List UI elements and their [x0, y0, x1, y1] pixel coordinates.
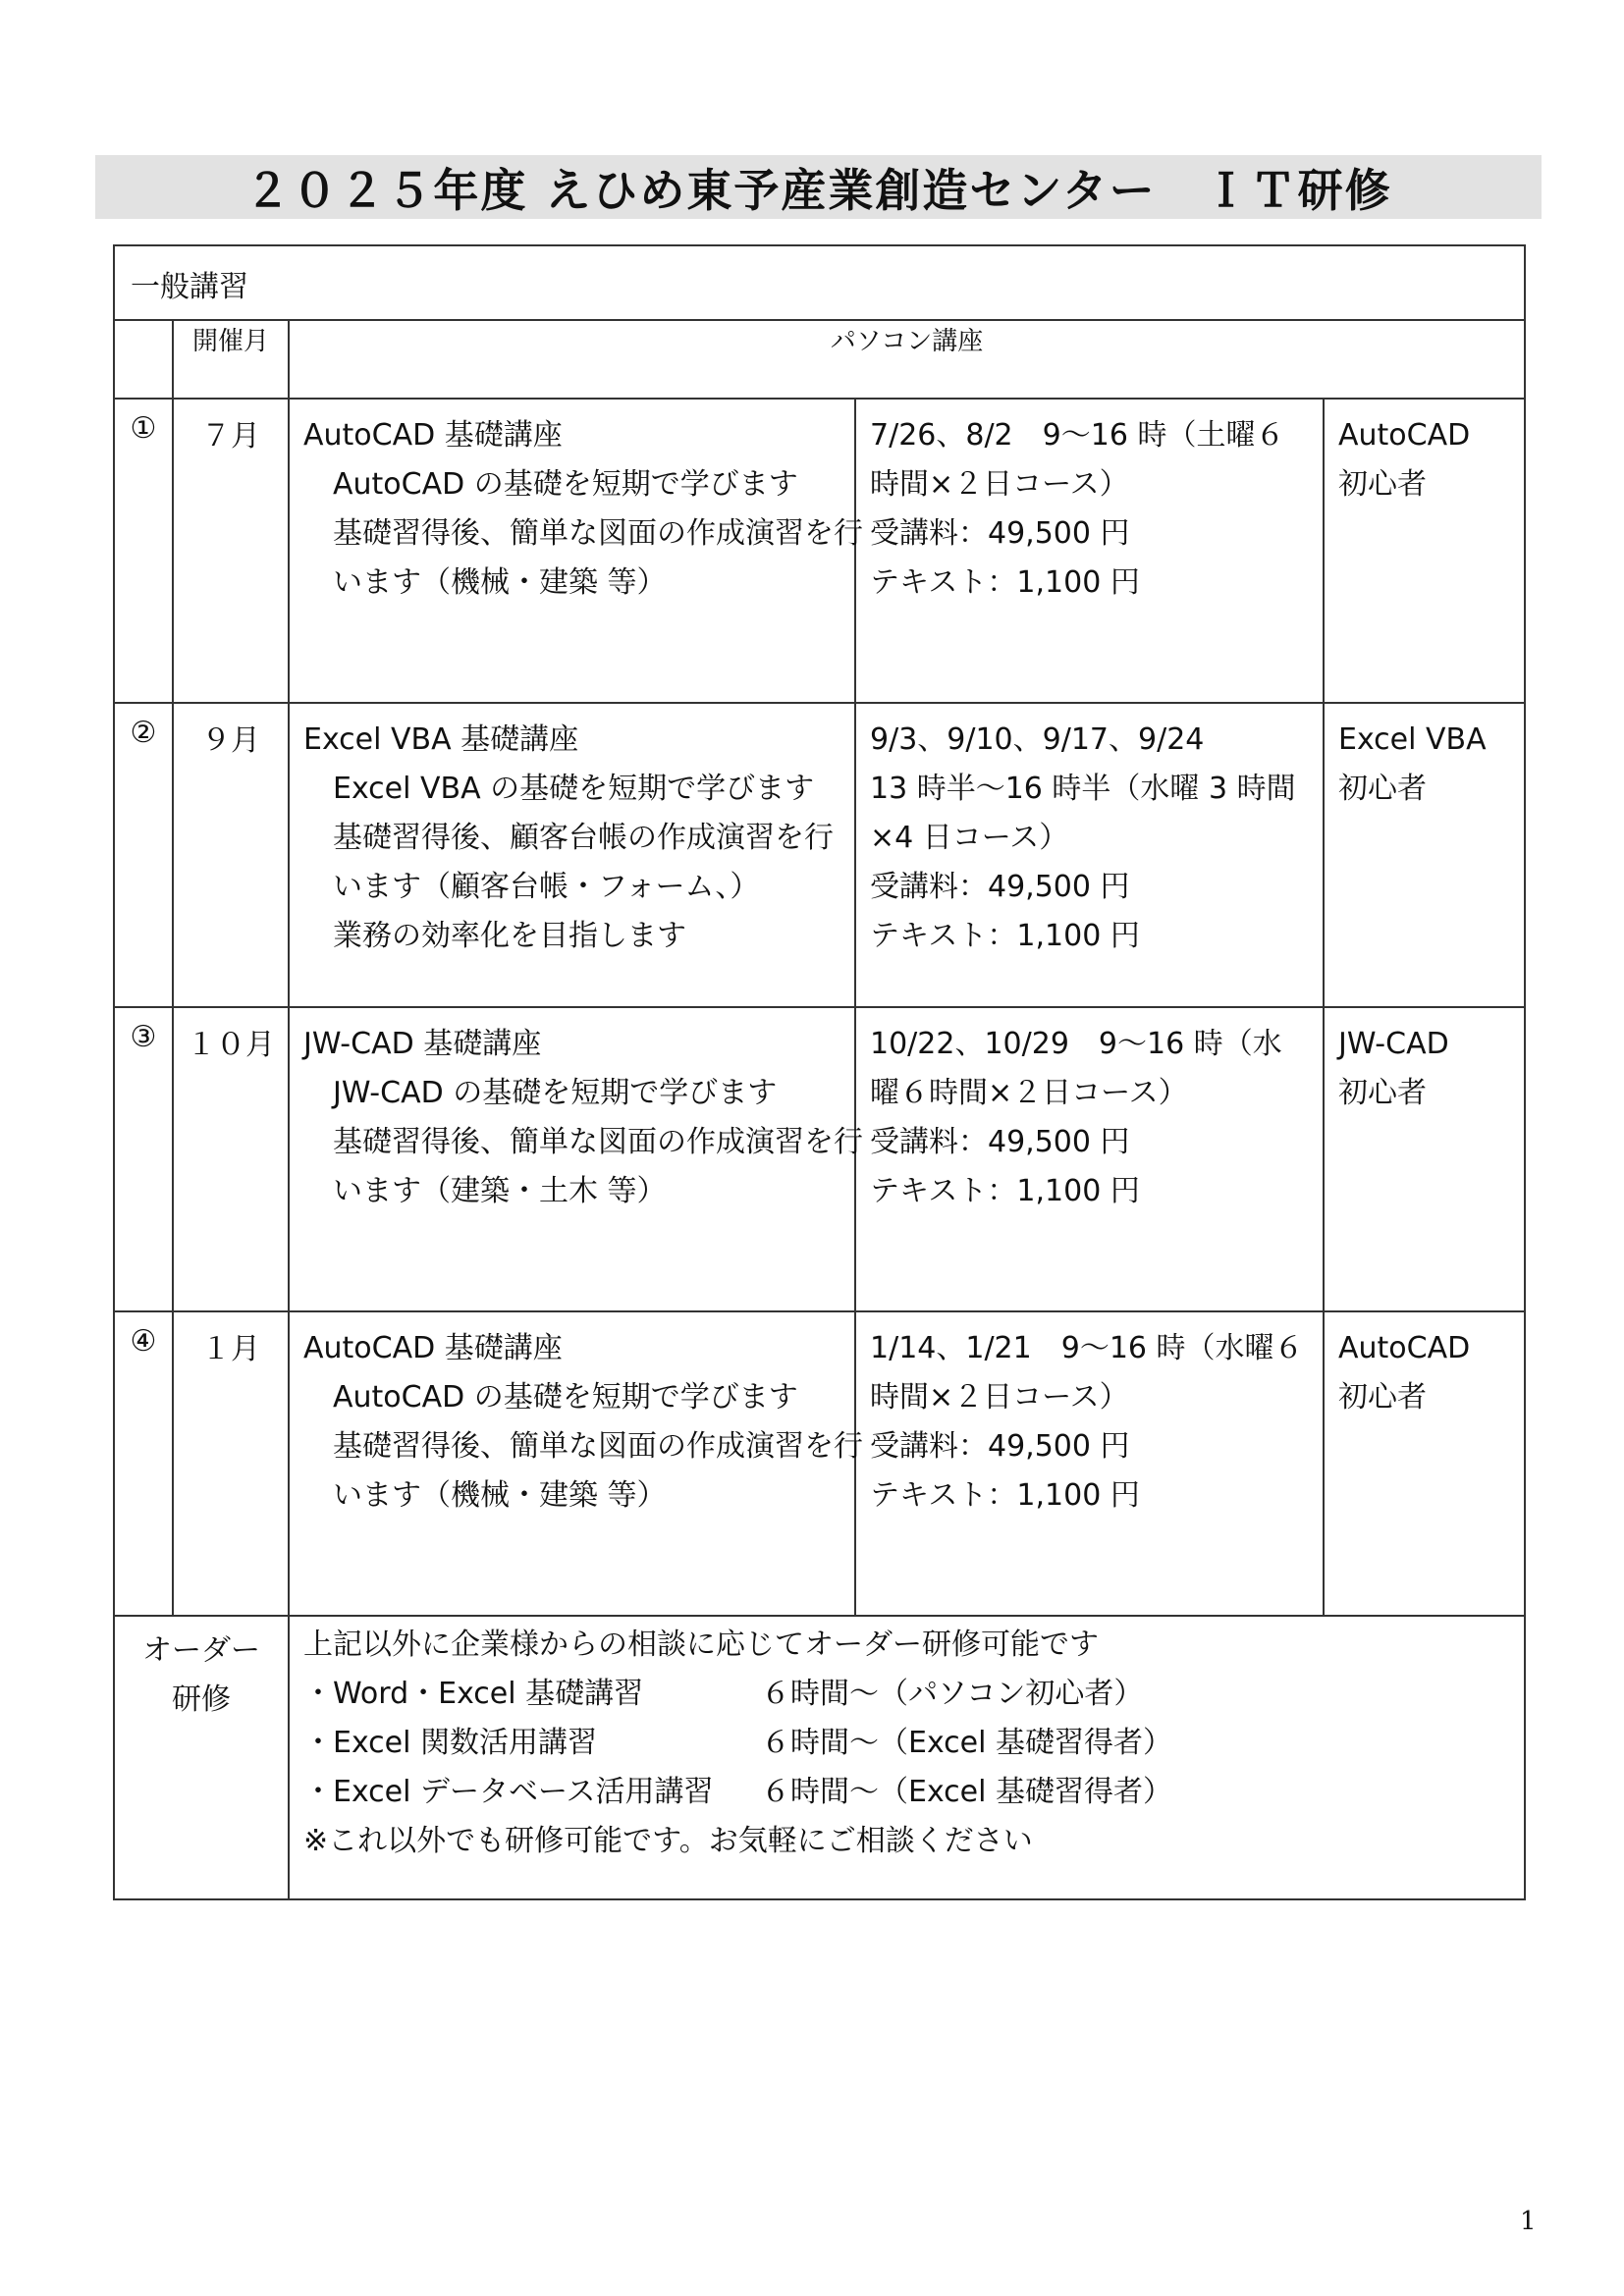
order-item-name: ・Excel 関数活用講習	[303, 1726, 598, 1760]
schedule-line: 10/22、10/29 9〜16 時（水	[870, 1027, 1282, 1061]
course-desc-line: います（機械・建築 等）	[333, 1478, 667, 1513]
course-desc-line: 基礎習得後、簡単な図面の作成演習を行	[333, 1429, 863, 1464]
header-course: パソコン講座	[289, 320, 1525, 399]
header-blank	[114, 320, 173, 399]
section-row	[114, 245, 1525, 320]
course-description	[289, 703, 855, 1007]
page-number: 1	[1520, 2207, 1537, 2236]
schedule-line: 時間×２日コース）	[870, 467, 1129, 502]
schedule-text-fee: テキスト：1,100 円	[870, 1174, 1140, 1208]
course-month: ９月	[173, 703, 289, 1007]
course-desc-line: います（顧客台帳・フォーム、）	[333, 870, 760, 904]
target-line: 初心者	[1338, 772, 1427, 806]
course-title: AutoCAD 基礎講座	[303, 418, 563, 453]
course-desc-line: 基礎習得後、簡単な図面の作成演習を行	[333, 1125, 863, 1159]
course-row-3	[114, 1007, 1525, 1311]
course-desc-line: 業務の効率化を目指します	[333, 919, 686, 953]
course-table	[113, 244, 1526, 1900]
course-row-2	[114, 703, 1525, 1007]
order-item-detail: ６時間〜（パソコン初心者）	[761, 1677, 1144, 1711]
schedule-line: 1/14、1/21 9〜16 時（水曜６	[870, 1331, 1304, 1365]
schedule-line: 7/26、8/2 9〜16 時（土曜６	[870, 418, 1285, 453]
course-number: ②	[114, 703, 173, 1007]
course-number: ①	[114, 399, 173, 703]
order-note: ※これ以外でも研修可能です。お気軽にご相談ください	[303, 1824, 1033, 1858]
course-row-1	[114, 399, 1525, 703]
title-bar	[95, 155, 1542, 219]
course-schedule	[855, 703, 1324, 1007]
order-content	[289, 1616, 1525, 1899]
course-title: AutoCAD 基礎講座	[303, 1331, 563, 1365]
course-description	[289, 1007, 863, 1311]
schedule-fee: 受講料：49,500 円	[870, 516, 1130, 551]
order-item	[303, 1768, 1514, 1817]
course-title: JW-CAD 基礎講座	[303, 1027, 542, 1061]
schedule-fee: 受講料：49,500 円	[870, 870, 1130, 904]
order-label-line: 研修	[172, 1682, 231, 1717]
order-item-name: ・Excel データベース活用講習	[303, 1775, 714, 1809]
course-schedule	[855, 399, 1324, 703]
course-description	[289, 1311, 863, 1616]
order-intro: 上記以外に企業様からの相談に応じてオーダー研修可能です	[303, 1628, 1099, 1662]
section-label: 一般講習	[114, 245, 1525, 320]
schedule-line: 時間×２日コース）	[870, 1380, 1129, 1415]
course-desc-line: います（機械・建築 等）	[333, 565, 667, 600]
target-line: AutoCAD	[1338, 418, 1471, 453]
course-desc-line: AutoCAD の基礎を短期で学びます	[333, 467, 798, 502]
target-line: AutoCAD	[1338, 1331, 1471, 1365]
schedule-text-fee: テキスト：1,100 円	[870, 919, 1140, 953]
course-description	[289, 399, 863, 703]
course-month: ７月	[173, 399, 289, 703]
course-target	[1324, 703, 1525, 1007]
course-target	[1324, 1007, 1525, 1311]
order-item-detail: ６時間〜（Excel 基礎習得者）	[761, 1726, 1173, 1760]
target-line: 初心者	[1338, 1076, 1427, 1110]
schedule-text-fee: テキスト：1,100 円	[870, 565, 1140, 600]
schedule-line: 曜６時間×２日コース）	[870, 1076, 1188, 1110]
course-schedule	[855, 1007, 1324, 1311]
course-schedule	[855, 1311, 1324, 1616]
schedule-line: 13 時半〜16 時半（水曜 3 時間	[870, 772, 1296, 806]
target-line: Excel VBA	[1338, 722, 1487, 757]
order-label	[114, 1616, 289, 1899]
target-line: 初心者	[1338, 1380, 1427, 1415]
order-label-line: オーダー	[142, 1633, 260, 1668]
order-item	[303, 1670, 1514, 1719]
course-month: １０月	[173, 1007, 289, 1311]
order-row	[114, 1616, 1525, 1899]
course-number: ③	[114, 1007, 173, 1311]
header-month: 開催月	[173, 320, 289, 399]
course-desc-line: 基礎習得後、簡単な図面の作成演習を行	[333, 516, 863, 551]
course-target	[1324, 399, 1525, 703]
course-target	[1324, 1311, 1525, 1616]
schedule-text-fee: テキスト：1,100 円	[870, 1478, 1140, 1513]
course-desc-line: AutoCAD の基礎を短期で学びます	[333, 1380, 798, 1415]
course-title: Excel VBA 基礎講座	[303, 722, 579, 757]
order-item	[303, 1719, 1514, 1768]
page-title: ２０２５年度 えひめ東予産業創造センター ＩＴ研修	[244, 163, 1392, 217]
course-desc-line: 基礎習得後、顧客台帳の作成演習を行	[333, 821, 834, 855]
course-desc-line: Excel VBA の基礎を短期で学びます	[333, 772, 815, 806]
course-row-4	[114, 1311, 1525, 1616]
header-row	[114, 320, 1525, 399]
course-number: ④	[114, 1311, 173, 1616]
target-line: JW-CAD	[1338, 1027, 1449, 1061]
course-desc-line: います（建築・土木 等）	[333, 1174, 667, 1208]
course-month: １月	[173, 1311, 289, 1616]
order-item-name: ・Word・Excel 基礎講習	[303, 1677, 644, 1711]
course-desc-line: JW-CAD の基礎を短期で学びます	[333, 1076, 778, 1110]
schedule-line: ×4 日コース）	[870, 821, 1069, 855]
order-item-detail: ６時間〜（Excel 基礎習得者）	[761, 1775, 1173, 1809]
schedule-fee: 受講料：49,500 円	[870, 1429, 1130, 1464]
target-line: 初心者	[1338, 467, 1427, 502]
schedule-fee: 受講料：49,500 円	[870, 1125, 1130, 1159]
schedule-line: 9/3、9/10、9/17、9/24	[870, 722, 1205, 757]
